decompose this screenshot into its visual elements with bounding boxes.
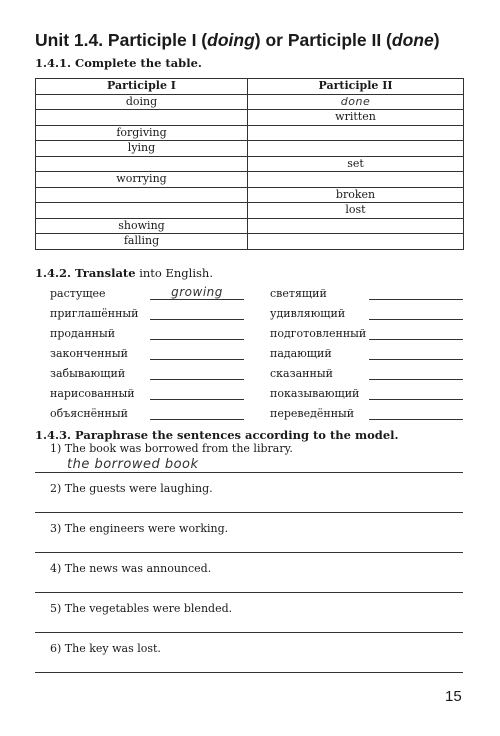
- ru-word: переведённый: [270, 407, 355, 420]
- table-row: [36, 203, 464, 219]
- ru-word: показывающий: [270, 387, 360, 400]
- cell-p2[interactable]: [248, 141, 464, 157]
- table-row: [36, 125, 464, 141]
- section-2-heading: 1.4.2. Translate into English.: [35, 266, 213, 280]
- ru-word: нарисованный: [50, 387, 135, 400]
- answer-line[interactable]: [150, 305, 244, 320]
- section-1-heading: 1.4.1. Complete the table.: [35, 56, 202, 70]
- cell-p1[interactable]: doing: [36, 94, 248, 110]
- sentence: 5) The vegetables were blended.: [50, 602, 233, 615]
- answer-line[interactable]: [369, 305, 463, 320]
- answer-line[interactable]: [35, 576, 463, 593]
- unit-title: Unit 1.4. Participle I (doing) or Participle II (done): [35, 30, 440, 50]
- section-3-heading: 1.4.3. Paraphrase the sentences according to the model.: [35, 428, 399, 442]
- cell-p1[interactable]: showing: [36, 218, 248, 234]
- table-row: [36, 234, 464, 250]
- table-row: [36, 187, 464, 203]
- sentence: 3) The engineers were working.: [50, 522, 229, 535]
- sentence: 1) The book was borrowed from the library.: [50, 442, 293, 455]
- cell-p2-handwritten[interactable]: done: [248, 94, 464, 110]
- participle-table: [35, 78, 464, 250]
- answer-line[interactable]: [150, 405, 244, 420]
- answer-line[interactable]: [35, 496, 463, 513]
- cell-p2[interactable]: [248, 234, 464, 250]
- answer-line[interactable]: [369, 385, 463, 400]
- cell-p2[interactable]: broken: [248, 187, 464, 203]
- cell-p2[interactable]: lost: [248, 203, 464, 219]
- table-row: [36, 218, 464, 234]
- cell-p1[interactable]: [36, 187, 248, 203]
- table-row: [36, 110, 464, 126]
- cell-p1[interactable]: [36, 110, 248, 126]
- table-row: [36, 172, 464, 188]
- cell-p2[interactable]: [248, 172, 464, 188]
- answer-line[interactable]: [35, 616, 463, 633]
- answer-line[interactable]: [369, 325, 463, 340]
- ru-word: подготовленный: [270, 327, 367, 340]
- sentence: 6) The key was lost.: [50, 642, 161, 655]
- answer-line[interactable]: [150, 365, 244, 380]
- ru-word: приглашённый: [50, 307, 139, 320]
- answer-line[interactable]: [35, 456, 463, 473]
- cell-p1[interactable]: lying: [36, 141, 248, 157]
- answer-line[interactable]: [369, 365, 463, 380]
- cell-p2[interactable]: [248, 218, 464, 234]
- table-row: [36, 141, 464, 157]
- table-row: [36, 94, 464, 110]
- answer-line[interactable]: [35, 656, 463, 673]
- ru-word: растущее: [50, 287, 106, 300]
- table-header-row: [36, 79, 464, 95]
- cell-p2[interactable]: written: [248, 110, 464, 126]
- sentence: 2) The guests were laughing.: [50, 482, 213, 495]
- answer-line[interactable]: [35, 536, 463, 553]
- table-row: [36, 156, 464, 172]
- answer-line[interactable]: [150, 385, 244, 400]
- ru-word: сказанный: [270, 367, 333, 380]
- answer-line[interactable]: [150, 345, 244, 360]
- cell-p1[interactable]: [36, 203, 248, 219]
- answer-line[interactable]: [150, 325, 244, 340]
- cell-p1[interactable]: forgiving: [36, 125, 248, 141]
- ru-word: светящий: [270, 287, 327, 300]
- answer-line[interactable]: [369, 285, 463, 300]
- ru-word: объяснённый: [50, 407, 128, 420]
- ru-word: забывающий: [50, 367, 126, 380]
- cell-p2[interactable]: set: [248, 156, 464, 172]
- answer-line[interactable]: [369, 345, 463, 360]
- sentence: 4) The news was announced.: [50, 562, 212, 575]
- cell-p2[interactable]: [248, 125, 464, 141]
- ru-word: падающий: [270, 347, 332, 360]
- handwritten-answer: the borrowed book: [67, 457, 199, 472]
- ru-word: проданный: [50, 327, 116, 340]
- ru-word: удивляющий: [270, 307, 346, 320]
- ru-word: законченный: [50, 347, 128, 360]
- cell-p1[interactable]: worrying: [36, 172, 248, 188]
- answer-line[interactable]: growing: [150, 285, 244, 300]
- page-number: 15: [445, 688, 462, 705]
- header-participle-1: Participle I: [36, 79, 248, 95]
- answer-line[interactable]: [369, 405, 463, 420]
- cell-p1[interactable]: [36, 156, 248, 172]
- header-participle-2: Participle II: [248, 79, 464, 95]
- cell-p1[interactable]: falling: [36, 234, 248, 250]
